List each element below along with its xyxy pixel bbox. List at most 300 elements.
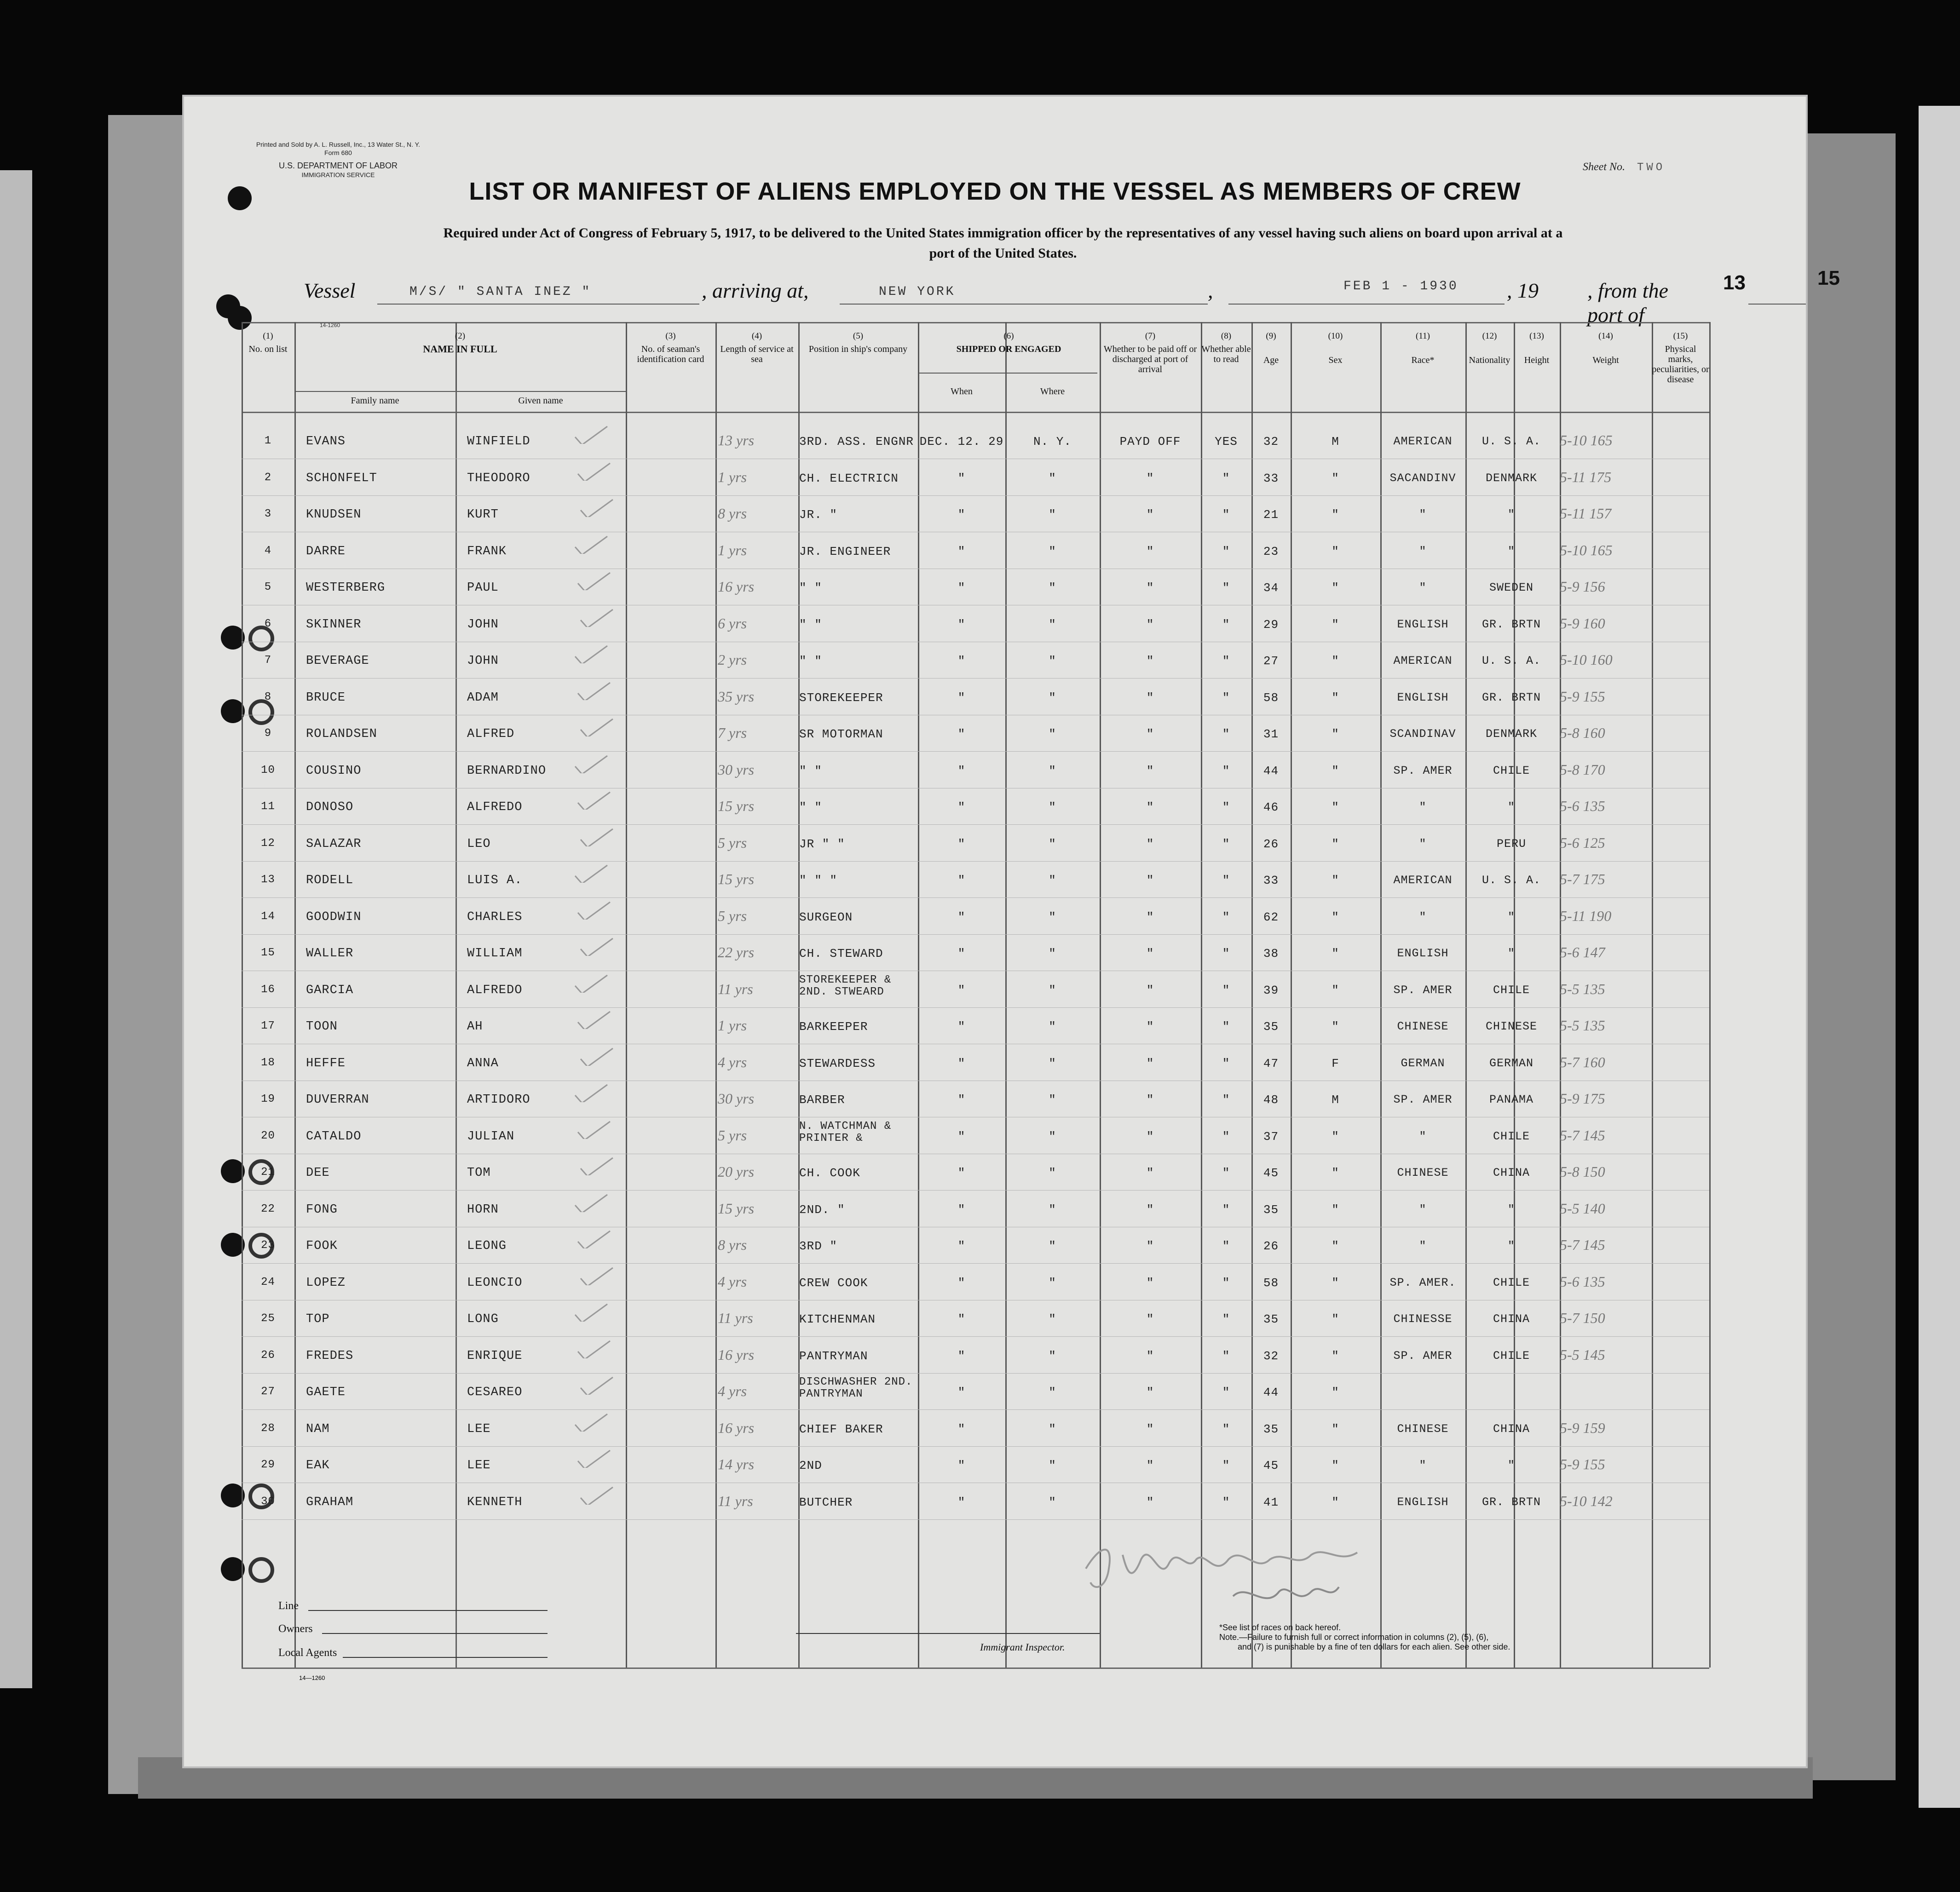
cell-hw: 5-6 147 xyxy=(1560,944,1605,960)
cell-read: " xyxy=(1222,1386,1230,1399)
cell-no: 26 xyxy=(261,1349,275,1362)
cell-position: 2ND xyxy=(799,1459,822,1472)
cell-given: ANNA xyxy=(467,1056,499,1070)
cell-read: " xyxy=(1222,1239,1230,1253)
cell-no: 21 xyxy=(261,1166,275,1179)
cell-paid: " xyxy=(1146,654,1154,668)
owners-label: Owners xyxy=(278,1623,313,1635)
cell-sex: " xyxy=(1332,508,1339,522)
cell-paid: " xyxy=(1146,617,1154,632)
cell-no: 17 xyxy=(261,1020,275,1032)
table-top-rule xyxy=(242,322,1709,323)
cell-sex: " xyxy=(1332,581,1339,595)
cell-family: GAETE xyxy=(306,1386,346,1399)
cell-race: AMERICAN xyxy=(1393,874,1453,887)
cell-no: 8 xyxy=(264,690,272,703)
inspector-underline xyxy=(796,1633,1100,1634)
cell-no: 18 xyxy=(261,1056,275,1069)
cell-family: DARRE xyxy=(306,544,346,558)
cell-race: " xyxy=(1419,837,1427,851)
header-id-card: (3) No. of seaman's identification card xyxy=(637,331,704,364)
cell-race: CHINESSE xyxy=(1393,1312,1453,1326)
form-code-bottom: 14—1260 xyxy=(299,1674,325,1681)
cell-position: BUTCHER xyxy=(799,1495,853,1509)
cell-age: 26 xyxy=(1263,837,1279,851)
cell-sex: " xyxy=(1332,1386,1339,1399)
cell-when: " xyxy=(957,800,966,814)
cell-where: " xyxy=(1049,1349,1056,1363)
cell-given: JOHN xyxy=(467,654,499,668)
cell-age: 58 xyxy=(1263,690,1279,705)
cell-age: 62 xyxy=(1263,910,1279,924)
cell-no: 19 xyxy=(261,1093,275,1105)
manifest-sheet xyxy=(184,97,1806,1766)
cell-family: BEVERAGE xyxy=(306,654,369,668)
cell-family: DEE xyxy=(306,1166,330,1180)
cell-read: " xyxy=(1222,983,1230,997)
cell-paid: " xyxy=(1146,544,1154,558)
cell-given: ADAM xyxy=(467,690,499,705)
cell-no: 28 xyxy=(261,1422,275,1435)
cell-where: " xyxy=(1049,1166,1056,1180)
cell-hw: 5-7 145 xyxy=(1560,1127,1605,1144)
cell-hw: 5-7 150 xyxy=(1560,1310,1605,1326)
row-rule xyxy=(242,1263,1709,1264)
cell-age: 45 xyxy=(1263,1459,1279,1472)
cell-nat: GR. BRTN xyxy=(1482,617,1541,631)
cell-age: 47 xyxy=(1263,1056,1279,1070)
cell-sex: " xyxy=(1332,910,1339,924)
checkmark-icon xyxy=(578,609,615,627)
cell-age: 46 xyxy=(1263,800,1279,814)
checkmark-icon xyxy=(573,974,610,993)
cell-no: 14 xyxy=(261,910,275,923)
cell-hw: 5-11 157 xyxy=(1560,505,1612,522)
underlying-sheet-far-right xyxy=(1919,106,1960,1808)
cell-no: 11 xyxy=(261,800,275,813)
cell-where: " xyxy=(1049,690,1056,705)
cell-read: " xyxy=(1222,727,1230,741)
checkmark-icon xyxy=(573,426,610,444)
cell-position: SURGEON xyxy=(799,910,853,924)
cell-sex: " xyxy=(1332,764,1339,778)
cell-service: 5 yrs xyxy=(718,907,747,924)
cell-service: 35 yrs xyxy=(718,688,755,705)
checkmark-icon xyxy=(578,499,615,517)
cell-sex: " xyxy=(1332,1349,1339,1363)
cell-hw: 5-5 135 xyxy=(1560,980,1605,997)
checkmark-icon xyxy=(573,864,610,883)
cell-given: LEE xyxy=(467,1422,491,1436)
cell-family: WESTERBERG xyxy=(306,581,386,595)
department-name: U.S. DEPARTMENT OF LABOR xyxy=(278,161,398,170)
cell-position: STOREKEEPER & 2ND. STWEARD xyxy=(799,973,892,998)
cell-age: 38 xyxy=(1263,947,1279,960)
cell-sex: " xyxy=(1332,471,1339,485)
shipped-subheader-rule xyxy=(918,373,1097,374)
cell-race: ENGLISH xyxy=(1397,617,1449,631)
cell-when: " xyxy=(957,1386,966,1399)
cell-when: DEC. 12. 29 xyxy=(919,435,1004,449)
col-rule xyxy=(1652,322,1653,1668)
cell-service: 30 yrs xyxy=(718,1090,755,1107)
cell-hw: 5-7 160 xyxy=(1560,1053,1605,1070)
cell-no: 13 xyxy=(261,874,275,886)
cell-paid: " xyxy=(1146,1276,1154,1290)
signature-scribble xyxy=(1081,1527,1366,1619)
cell-read: " xyxy=(1222,581,1230,595)
cell-age: 35 xyxy=(1263,1020,1279,1034)
cell-race: GERMAN xyxy=(1401,1056,1445,1070)
header-sex: (10) Sex xyxy=(1328,331,1343,365)
binder-hole xyxy=(228,186,252,210)
row-rule xyxy=(242,1373,1709,1374)
cell-when: " xyxy=(957,544,966,558)
cell-given: AH xyxy=(467,1020,483,1034)
cell-when: " xyxy=(957,581,966,595)
cell-family: GARCIA xyxy=(306,983,354,997)
local-agents-underline xyxy=(343,1657,548,1658)
cell-service: 8 yrs xyxy=(718,1236,747,1253)
cell-service: 2 yrs xyxy=(718,651,747,668)
col-rule xyxy=(715,322,717,1668)
cell-position: CH. ELECTRICN xyxy=(799,471,899,485)
subtitle-line-2: port of the United States. xyxy=(929,246,1077,261)
cell-position: " " xyxy=(799,654,822,668)
cell-hw: 5-10 165 xyxy=(1560,541,1613,558)
cell-age: 35 xyxy=(1263,1312,1279,1326)
sheet-number xyxy=(1583,161,1665,174)
header-able-to-read: (8) Whether able to read xyxy=(1201,331,1251,364)
cell-where: N. Y. xyxy=(1033,435,1072,449)
cell-paid: " xyxy=(1146,1495,1154,1509)
cell-where: " xyxy=(1049,544,1056,558)
cell-read: " xyxy=(1222,1312,1230,1326)
header-service-length: (4) Length of service at sea xyxy=(720,331,794,364)
cell-when: " xyxy=(957,690,966,705)
checkmark-icon xyxy=(576,572,612,590)
cell-nat: CHINESE xyxy=(1485,1020,1538,1033)
cell-no: 25 xyxy=(261,1312,275,1325)
cell-sex: " xyxy=(1332,1422,1339,1436)
cell-when: " xyxy=(957,764,966,778)
cell-where: " xyxy=(1049,1093,1056,1107)
page-title: LIST OR MANIFEST OF ALIENS EMPLOYED ON THE VESSEL AS MEMBERS OF CREW xyxy=(469,178,1521,205)
cell-service: 16 yrs xyxy=(718,1419,755,1436)
cell-race: " xyxy=(1419,1202,1427,1216)
vessel-label: Vessel xyxy=(304,279,356,302)
cell-hw: 5-9 155 xyxy=(1560,1456,1605,1472)
cell-paid: " xyxy=(1146,910,1154,924)
cell-nat: GERMAN xyxy=(1489,1056,1533,1070)
checkmark-icon xyxy=(578,1047,615,1066)
cell-race: SCANDINAV xyxy=(1389,727,1456,741)
cell-paid: " xyxy=(1146,874,1154,887)
cell-hw: 5-5 140 xyxy=(1560,1200,1605,1217)
vessel-underline xyxy=(377,304,699,305)
cell-service: 15 yrs xyxy=(718,1200,755,1217)
cell-where: " xyxy=(1049,581,1056,595)
sheet-number-value: TWO xyxy=(1637,161,1666,174)
header-race: (11) Race* xyxy=(1411,331,1435,365)
cell-where: " xyxy=(1049,508,1056,522)
cell-given: ALFRED xyxy=(467,727,515,741)
cell-race: " xyxy=(1419,544,1427,558)
arriving-port: NEW YORK xyxy=(879,285,956,299)
cell-nat: " xyxy=(1507,1202,1515,1216)
cell-hw: 5-8 170 xyxy=(1560,761,1605,778)
cell-race: AMERICAN xyxy=(1393,435,1453,448)
cell-no: 27 xyxy=(261,1386,275,1398)
cell-where: " xyxy=(1049,727,1056,741)
margin-number-13: 13 xyxy=(1723,271,1746,294)
cell-race: " xyxy=(1419,1239,1427,1253)
cell-age: 48 xyxy=(1263,1093,1279,1107)
header-name-in-full: (2) NAME IN FULL xyxy=(423,331,497,355)
footnote-races: *See list of races on back hereof. xyxy=(1219,1623,1341,1632)
cell-age: 27 xyxy=(1263,654,1279,668)
cell-read: " xyxy=(1222,947,1230,960)
cell-when: " xyxy=(957,1166,966,1180)
cell-when: " xyxy=(957,1276,966,1290)
cell-sex: " xyxy=(1332,544,1339,558)
cell-when: " xyxy=(957,1459,966,1472)
master-signature xyxy=(1081,1527,1366,1622)
cell-position: STEWARDESS xyxy=(799,1056,876,1070)
cell-hw: 5-8 150 xyxy=(1560,1163,1605,1180)
row-rule xyxy=(242,1007,1709,1008)
cell-age: 39 xyxy=(1263,983,1279,997)
cell-service: 1 yrs xyxy=(718,468,747,485)
cell-given: KURT xyxy=(467,508,499,522)
cell-position: JR " " xyxy=(799,837,845,851)
cell-given: LEE xyxy=(467,1459,491,1472)
inspector-label: Immigrant Inspector. xyxy=(980,1641,1065,1653)
cell-no: 23 xyxy=(261,1239,275,1252)
cell-where: " xyxy=(1049,1202,1056,1217)
cell-when: " xyxy=(957,617,966,632)
cell-no: 12 xyxy=(261,837,275,850)
header-age: (9) Age xyxy=(1263,331,1279,365)
checkmark-icon xyxy=(576,462,612,481)
cell-where: " xyxy=(1049,983,1056,997)
cell-position: 3RD " xyxy=(799,1239,838,1253)
date-underline xyxy=(1228,304,1505,305)
cell-read: " xyxy=(1222,690,1230,705)
cell-paid: " xyxy=(1146,1056,1154,1070)
cell-no: 10 xyxy=(261,764,275,776)
cell-read: " xyxy=(1222,1020,1230,1034)
cell-nat: " xyxy=(1507,1459,1515,1472)
cell-race: SP. AMER. xyxy=(1389,1276,1456,1289)
cell-age: 21 xyxy=(1263,508,1279,522)
row-rule xyxy=(242,1409,1709,1410)
cell-age: 32 xyxy=(1263,435,1279,449)
cell-nat: CHINA xyxy=(1493,1422,1530,1436)
crew-table xyxy=(242,322,1709,1668)
cell-race: CHINESE xyxy=(1397,1166,1449,1179)
cell-nat: CHILE xyxy=(1493,1276,1530,1289)
margin-number-15: 15 xyxy=(1817,267,1840,289)
cell-age: 37 xyxy=(1263,1129,1279,1144)
cell-service: 15 yrs xyxy=(718,871,755,887)
cell-age: 23 xyxy=(1263,544,1279,558)
cell-sex: " xyxy=(1332,947,1339,960)
cell-when: " xyxy=(957,1239,966,1253)
cell-where: " xyxy=(1049,1129,1056,1144)
footnote-penalty-cont: and (7) is punishable by a fine of ten dollars for each alien. See other side. xyxy=(1238,1642,1510,1651)
cell-paid: " xyxy=(1146,1166,1154,1180)
cell-race: CHINESE xyxy=(1397,1020,1449,1033)
cell-family: SKINNER xyxy=(306,617,362,632)
cell-paid: " xyxy=(1146,837,1154,851)
vessel-line: Vessel M/S/ " SANTA INEZ " , arriving at, NEW YORK , FEB 1 - 1930 , 19 , from the port of xyxy=(281,278,1707,306)
cell-where: " xyxy=(1049,1276,1056,1290)
col-rule xyxy=(1709,322,1711,1668)
cell-service: 11 yrs xyxy=(718,1310,753,1326)
cell-given: CESAREO xyxy=(467,1386,523,1399)
cell-age: 45 xyxy=(1263,1166,1279,1180)
header-height: (13) Height xyxy=(1524,331,1550,365)
cell-when: " xyxy=(957,727,966,741)
cell-paid: " xyxy=(1146,508,1154,522)
line-underline xyxy=(308,1610,548,1611)
checkmark-icon xyxy=(576,682,612,700)
cell-age: 35 xyxy=(1263,1422,1279,1436)
cell-service: 1 yrs xyxy=(718,1017,747,1034)
checkmark-icon xyxy=(576,1449,612,1468)
cell-where: " xyxy=(1049,910,1056,924)
cell-race: ENGLISH xyxy=(1397,690,1449,704)
cell-where: " xyxy=(1049,471,1056,485)
cell-read: " xyxy=(1222,1349,1230,1363)
cell-family: COUSINO xyxy=(306,764,362,778)
checkmark-icon xyxy=(573,1084,610,1102)
cell-when: " xyxy=(957,1349,966,1363)
cell-position: CREW COOK xyxy=(799,1276,868,1290)
cell-nat: CHILE xyxy=(1493,983,1530,997)
cell-paid: " xyxy=(1146,1349,1154,1363)
cell-hw: 5-11 175 xyxy=(1560,468,1612,485)
cell-position: PANTRYMAN xyxy=(799,1349,868,1363)
cell-when: " xyxy=(957,910,966,924)
cell-read: " xyxy=(1222,1422,1230,1436)
cell-position: CH. STEWARD xyxy=(799,947,883,960)
cell-read: YES xyxy=(1215,435,1238,449)
cell-hw: 5-9 175 xyxy=(1560,1090,1605,1107)
cell-paid: " xyxy=(1146,947,1154,960)
cell-nat: CHILE xyxy=(1493,1129,1530,1143)
cell-service: 4 yrs xyxy=(718,1053,747,1070)
cell-given: LUIS A. xyxy=(467,874,523,887)
cell-paid: " xyxy=(1146,1129,1154,1144)
owners-underline xyxy=(322,1633,548,1634)
underlying-sheet-far-left xyxy=(0,170,32,1688)
checkmark-icon xyxy=(578,937,615,956)
cell-nat: PANAMA xyxy=(1489,1093,1533,1106)
cell-given: WINFIELD xyxy=(467,435,530,449)
cell-position: 2ND. " xyxy=(799,1202,845,1217)
cell-read: " xyxy=(1222,837,1230,851)
cell-given: ALFREDO xyxy=(467,983,523,997)
checkmark-icon xyxy=(573,645,610,663)
cell-age: 31 xyxy=(1263,727,1279,741)
cell-sex: " xyxy=(1332,690,1339,705)
row-rule xyxy=(242,1336,1709,1337)
cell-no: 20 xyxy=(261,1129,275,1142)
subtitle-line-1: Required under Act of Congress of February 5, 1917, to be delivered to the United States immigration officer by the representatives of any vessel having such aliens on board upon arrival at a xyxy=(443,225,1563,241)
cell-given: TOM xyxy=(467,1166,491,1180)
printer-line: Printed and Sold by A. L. Russell, Inc., 13 Water St., N. Y. xyxy=(256,141,421,148)
cell-age: 58 xyxy=(1263,1276,1279,1290)
cell-race: " xyxy=(1419,800,1427,814)
cell-paid: " xyxy=(1146,1093,1154,1107)
checkmark-icon xyxy=(576,1121,612,1139)
cell-no: 9 xyxy=(264,727,272,740)
cell-position: JR. " xyxy=(799,508,838,522)
cell-hw: 5-10 165 xyxy=(1560,432,1613,449)
cell-sex: M xyxy=(1332,1093,1339,1107)
department-imprint xyxy=(242,161,435,179)
cell-when: " xyxy=(957,1020,966,1034)
cell-race: ENGLISH xyxy=(1397,1495,1449,1509)
year-label: , 19 xyxy=(1507,279,1539,302)
cell-service: 30 yrs xyxy=(718,761,755,778)
cell-read: " xyxy=(1222,544,1230,558)
cell-given: HORN xyxy=(467,1202,499,1217)
cell-hw: 5-7 145 xyxy=(1560,1236,1605,1253)
cell-family: GOODWIN xyxy=(306,910,362,924)
cell-service: 11 yrs xyxy=(718,1492,753,1509)
cell-family: FOOK xyxy=(306,1239,338,1253)
cell-given: JULIAN xyxy=(467,1129,515,1144)
cell-hw: 5-10 160 xyxy=(1560,651,1613,668)
cell-no: 30 xyxy=(261,1495,275,1508)
cell-nat: SWEDEN xyxy=(1489,581,1533,594)
cell-where: " xyxy=(1049,947,1056,960)
cell-where: " xyxy=(1049,800,1056,814)
cell-hw: 5-9 155 xyxy=(1560,688,1605,705)
cell-no: 15 xyxy=(261,947,275,959)
arriving-underline xyxy=(840,304,1208,305)
cell-when: " xyxy=(957,654,966,668)
cell-hw: 5-7 175 xyxy=(1560,871,1605,887)
cell-given: ARTIDORO xyxy=(467,1093,530,1107)
cell-service: 6 yrs xyxy=(718,615,747,632)
cell-race: AMERICAN xyxy=(1393,654,1453,667)
cell-paid: " xyxy=(1146,764,1154,778)
service-name: IMMIGRATION SERVICE xyxy=(301,171,375,178)
cell-no: 29 xyxy=(261,1459,275,1471)
cell-sex: " xyxy=(1332,1166,1339,1180)
form-code: 14-1260 xyxy=(320,322,340,328)
cell-service: 15 yrs xyxy=(718,798,755,814)
cell-sex: " xyxy=(1332,1202,1339,1217)
cell-service: 11 yrs xyxy=(718,980,753,997)
cell-race: SP. AMER xyxy=(1393,1349,1453,1363)
cell-given: CHARLES xyxy=(467,910,523,924)
cell-sex: F xyxy=(1332,1056,1339,1070)
footnote-penalty: Note.—Failure to furnish full or correct information in columns (2), (5), (6), xyxy=(1219,1633,1489,1642)
cell-nat: DENMARK xyxy=(1485,727,1538,741)
cell-family: TOP xyxy=(306,1312,330,1326)
cell-when: " xyxy=(957,1312,966,1326)
cell-hw: 5-9 160 xyxy=(1560,615,1605,632)
cell-where: " xyxy=(1049,1056,1056,1070)
checkmark-icon xyxy=(576,1011,612,1029)
cell-given: BERNARDINO xyxy=(467,764,547,778)
cell-read: " xyxy=(1222,1459,1230,1472)
